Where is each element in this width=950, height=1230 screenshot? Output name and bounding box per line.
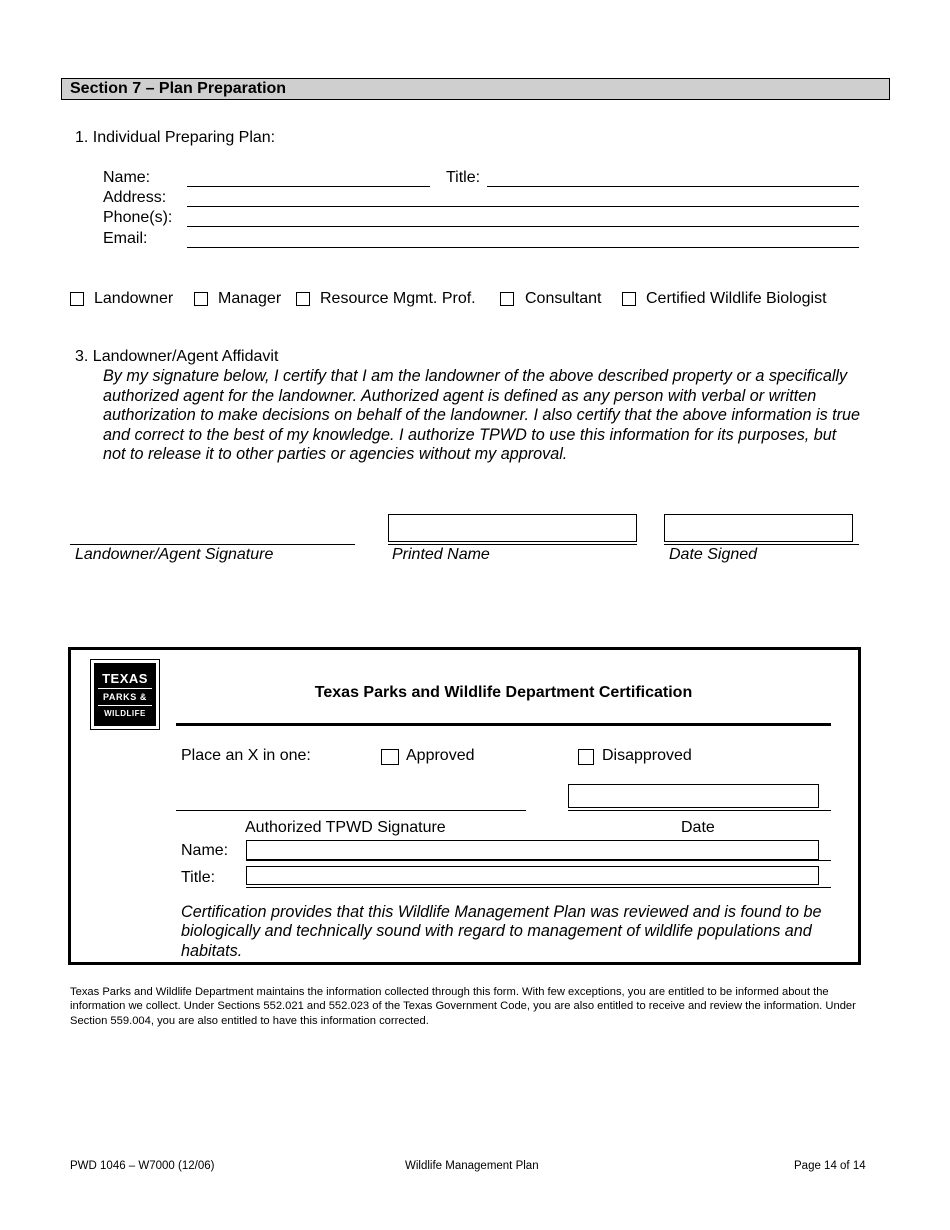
certified-wildlife-biologist-label: Certified Wildlife Biologist bbox=[646, 290, 827, 307]
title-label: Title: bbox=[446, 169, 481, 186]
consultant-label: Consultant bbox=[525, 290, 602, 307]
place-x-label: Place an X in one: bbox=[181, 747, 311, 764]
phone-label: Phone(s): bbox=[103, 209, 173, 226]
email-label: Email: bbox=[103, 230, 148, 247]
consultant-checkbox[interactable] bbox=[500, 292, 514, 306]
phone-input[interactable] bbox=[187, 226, 859, 227]
printed-name-label: Printed Name bbox=[392, 546, 490, 563]
tpwd-title-input[interactable] bbox=[246, 866, 819, 885]
tpwd-title-line bbox=[246, 887, 831, 888]
resource-mgmt-prof-label: Resource Mgmt. Prof. bbox=[320, 290, 476, 307]
tpwd-signature-line[interactable] bbox=[176, 810, 526, 811]
logo-line2: PARKS & bbox=[98, 689, 152, 706]
disapproved-checkbox[interactable] bbox=[578, 749, 594, 765]
resource-mgmt-prof-checkbox[interactable] bbox=[296, 292, 310, 306]
name-label: Name: bbox=[103, 169, 151, 186]
approved-checkbox[interactable] bbox=[381, 749, 399, 765]
tpwd-date-line bbox=[568, 810, 831, 811]
printed-name-input[interactable] bbox=[388, 514, 637, 542]
affidavit-text: By my signature below, I certify that I am the landowner of the above described property or a specifically authorized agent for the landowner. Authorized agent is defined as any person with verbal or written authorization to make decisions on behalf of the landowner. I also certify that the above information is true and correct to the best of my knowledge. I authorize TPWD to use this information for its purposes, but not to release it to other parties or agencies without my approval. bbox=[103, 367, 861, 464]
approved-label: Approved bbox=[406, 747, 475, 764]
tpwd-name-line bbox=[246, 860, 831, 861]
landowner-label: Landowner bbox=[94, 290, 174, 307]
certified-wildlife-biologist-checkbox[interactable] bbox=[622, 292, 636, 306]
manager-label: Manager bbox=[218, 290, 282, 307]
tpwd-signature-label: Authorized TPWD Signature bbox=[245, 819, 446, 836]
address-input[interactable] bbox=[187, 206, 859, 207]
date-signed-input[interactable] bbox=[664, 514, 853, 542]
certification-title: Texas Parks and Wildlife Department Certification bbox=[314, 684, 693, 701]
address-label: Address: bbox=[103, 189, 167, 206]
disapproved-label: Disapproved bbox=[602, 747, 692, 764]
landowner-checkbox[interactable] bbox=[70, 292, 84, 306]
tpwd-date-input[interactable] bbox=[568, 784, 819, 808]
signature-label: Landowner/Agent Signature bbox=[75, 546, 274, 563]
name-input[interactable] bbox=[187, 186, 430, 187]
preparer-heading: 1. Individual Preparing Plan: bbox=[75, 129, 276, 146]
manager-checkbox[interactable] bbox=[194, 292, 208, 306]
footer-doc-title: Wildlife Management Plan bbox=[405, 1160, 539, 1172]
footer-form-id: PWD 1046 – W7000 (12/06) bbox=[70, 1160, 215, 1172]
title-input[interactable] bbox=[487, 186, 859, 187]
section-title: Section 7 – Plan Preparation bbox=[61, 78, 890, 100]
logo-line1: TEXAS bbox=[98, 671, 152, 689]
date-signed-label: Date Signed bbox=[669, 546, 758, 563]
footer-page-number: Page 14 of 14 bbox=[794, 1160, 866, 1172]
tpwd-date-label: Date bbox=[681, 819, 715, 836]
tpwd-logo bbox=[90, 659, 160, 730]
tpwd-title-label: Title: bbox=[181, 869, 216, 886]
privacy-notice: Texas Parks and Wildlife Department maintains the information collected through this form. With few exceptions, you are entitled to be informed about the information we collect. Under Sections 552.021 and 552.023 of the Texas Government Code, you are also entitled to receive and review the information. Under Section 559.004, you are also entitled to have this information corrected. bbox=[70, 986, 856, 1027]
email-input[interactable] bbox=[187, 247, 859, 248]
affidavit-heading: 3. Landowner/Agent Affidavit bbox=[75, 348, 279, 365]
certification-title-rule bbox=[176, 723, 831, 726]
logo-line3: WILDLIFE bbox=[104, 708, 146, 718]
certification-note: Certification provides that this Wildlife Management Plan was reviewed and is found to be biologically and technically sound with regard to management of wildlife populations and habitats. bbox=[181, 903, 822, 960]
tpwd-name-input[interactable] bbox=[246, 840, 819, 860]
tpwd-name-label: Name: bbox=[181, 842, 229, 859]
